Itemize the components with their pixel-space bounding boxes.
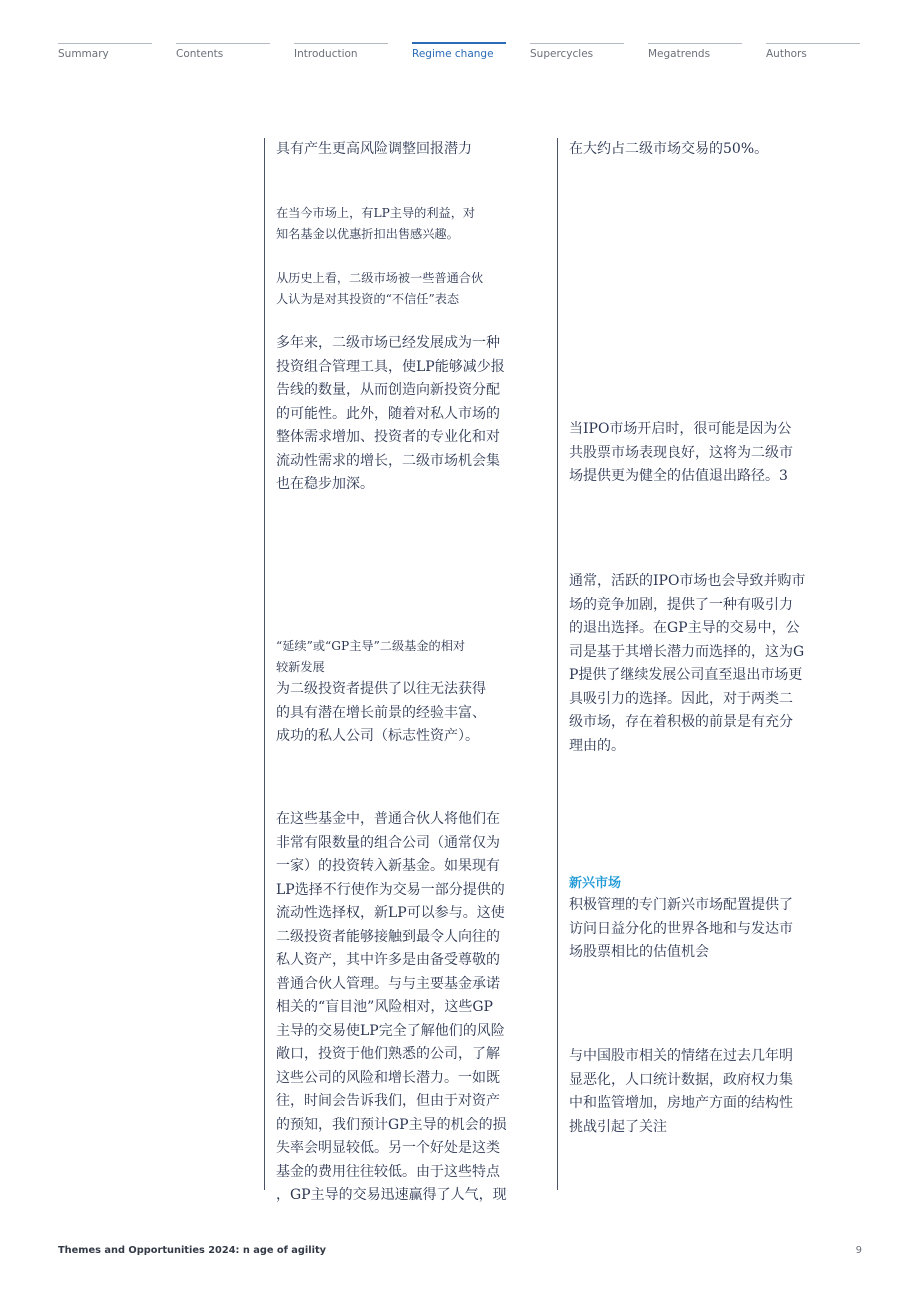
tab-label: Contents	[176, 48, 224, 60]
page-number: 9	[855, 1245, 862, 1256]
tab-label: Summary	[58, 48, 109, 60]
footer-title: Themes and Opportunities 2024: n age of agility	[58, 1245, 327, 1256]
tab-label: Supercycles	[530, 48, 594, 60]
tab-label: Introduction	[294, 48, 358, 60]
tab-label: Megatrends	[648, 48, 711, 60]
pull-quote: 在当今市场上，有LP主导的利益，对 知名基金以优惠折扣出售感兴趣。	[276, 206, 476, 241]
tab-label: Regime change	[412, 48, 494, 60]
body-paragraph: 为二级投资者提供了以往无法获得 的具有潜在增长前景的经验丰富、 成功的私人公司（标志性资产）。	[276, 681, 486, 744]
top-navigation	[0, 0, 920, 70]
left-column-divider	[264, 138, 265, 1190]
pull-quote: “延续”或“GP主导”二级基金的相对 较新发展	[276, 639, 466, 674]
body-paragraph: 积极管理的专门新兴市场配置提供了 访问日益分化的世界各地和与发达市 场股票相比的估值机会	[569, 897, 793, 960]
tab-supercycles[interactable]	[530, 43, 624, 68]
body-paragraph: 在这些基金中，普通合伙人将他们在 非常有限数量的组合公司（通常仅为 一家）的投资转入新基金。如果现有 LP选择不行使作为交易一部分提供的 流动性选择权，新LP可以参与。这使 二级投资者能够接触到最令人向往的 私人资产，其中许多是由备受尊敬的 普通合伙人管理。与与主要基金承诺 相关的“盲目池”风险相对，这些GP 主导的交易使LP完全了解他们的风险 敞口，投资于他们熟悉的公司，了解 这些公司的风险和增长潜力。一如既 往，时间会告诉我们，但由于对资产 的预知，我们预计GP主导的机会的损 失率会明显较低。另一个好处是这类 基金的费用往往较低。由于这些特点 ，GP主导的交易迅速赢得了人气，现	[276, 811, 507, 1203]
body-paragraph: 通常，活跃的IPO市场也会导致并购市 场的竞争加剧，提供了一种有吸引力 的退出选择。在GP主导的交易中，公 司是基于其增长潜力而选择的，这为G P提供了继续发展公司直至退出市场更 具吸引力的选择。因此，对于两类二 级市场，存在着积极的前景是有充分 理由的。	[569, 573, 806, 754]
tab-regime-change[interactable]	[412, 42, 506, 68]
tab-label: Authors	[766, 48, 807, 60]
left-lead-text: 具有产生更高风险调整回报潜力	[276, 141, 472, 157]
body-paragraph: 多年来，二级市场已经发展成为一种 投资组合管理工具，使LP能够减少报 告线的数量，从而创造向新投资分配 的可能性。此外，随着对私人市场的 整体需求增加、投资者的专业化和对 流动性需求的增长，二级市场机会集 也在稳步加深。	[276, 335, 505, 492]
tab-contents[interactable]	[176, 43, 270, 68]
tab-introduction[interactable]	[294, 43, 388, 68]
section-heading: 新兴市场	[569, 876, 622, 891]
tab-summary[interactable]	[58, 43, 152, 68]
pull-quote: 从历史上看，二级市场被一些普通合伙 人认为是对其投资的“不信任”表态	[276, 271, 484, 306]
tab-megatrends[interactable]	[648, 43, 742, 68]
tab-authors[interactable]	[766, 43, 860, 68]
right-lead-text: 在大约占二级市场交易的50%。	[569, 141, 769, 157]
body-paragraph: 与中国股市相关的情绪在过去几年明 显恶化，人口统计数据，政府权力集 中和监管增加，房地产方面的结构性 挑战引起了关注	[569, 1048, 793, 1135]
right-column-divider	[557, 138, 558, 1190]
body-paragraph: 当IPO市场开启时，很可能是因为公 共股票市场表现良好，这将为二级市 场提供更为健全的估值退出路径。3	[569, 421, 793, 484]
